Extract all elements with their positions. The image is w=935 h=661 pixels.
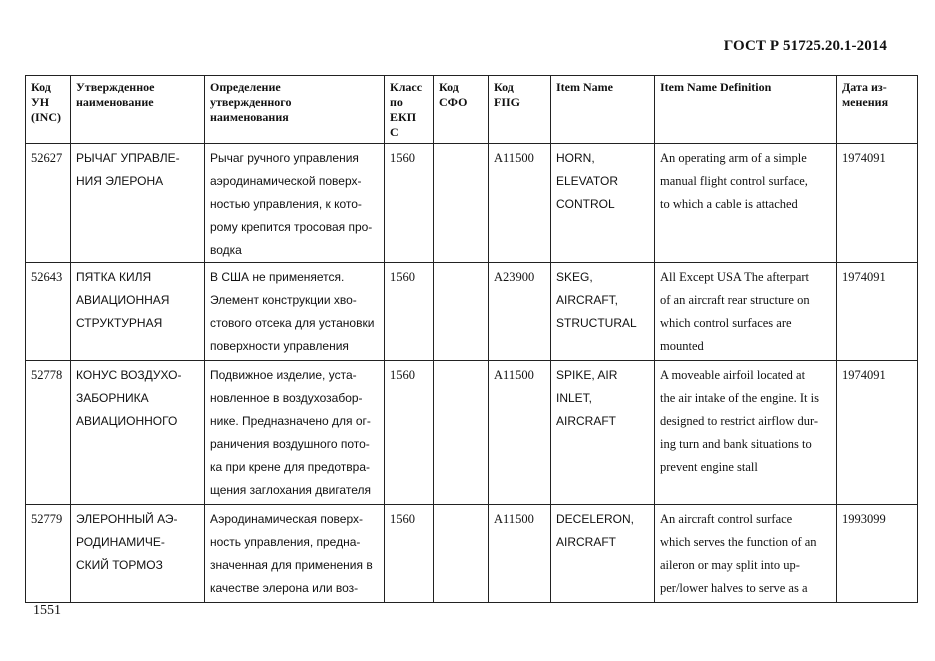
column-header-approved-name: Утвержденное наименование	[71, 76, 205, 144]
column-header-item-name: Item Name	[551, 76, 655, 144]
table-row	[26, 505, 918, 603]
cell-item-name-definition: All Except USA The afterpart of an aircraft rear structure on which control surfaces are mounted	[655, 263, 837, 361]
column-header-name-definition: Определение утвержденного наименования	[205, 76, 385, 144]
cell-sfo	[434, 505, 489, 603]
table-header-row	[26, 76, 918, 144]
cell-approved-name: КОНУС ВОЗДУХО- ЗАБОРНИКА АВИАЦИОННОГО	[71, 361, 205, 505]
cell-name-definition: Подвижное изделие, уста- новленное в воздухозабор- нике. Предназначено для ог- раничения воздушного пото- ка при крене для предотвра- щения заглохания двигателя	[205, 361, 385, 505]
page-number: 1551	[33, 603, 61, 618]
cell-inc: 52627	[26, 144, 71, 263]
cell-name-definition: В США не применяется. Элемент конструкции хво- стового отсека для установки поверхности управления	[205, 263, 385, 361]
item-names-table	[25, 75, 918, 603]
column-header-fiig: Код FIIG	[489, 76, 551, 144]
cell-class: 1560	[385, 144, 434, 263]
cell-sfo	[434, 263, 489, 361]
cell-inc: 52643	[26, 263, 71, 361]
document-standard-header: ГОСТ Р 51725.20.1-2014	[723, 38, 887, 54]
cell-approved-name: РЫЧАГ УПРАВЛЕ- НИЯ ЭЛЕРОНА	[71, 144, 205, 263]
cell-item-name: HORN, ELEVATOR CONTROL	[551, 144, 655, 263]
cell-item-name: SKEG, AIRCRAFT, STRUCTURAL	[551, 263, 655, 361]
cell-change-date: 1974091	[837, 361, 918, 505]
cell-approved-name: ПЯТКА КИЛЯ АВИАЦИОННАЯ СТРУКТУРНАЯ	[71, 263, 205, 361]
cell-fiig: A11500	[489, 505, 551, 603]
cell-item-name-definition: An operating arm of a simple manual flight control surface, to which a cable is attached	[655, 144, 837, 263]
cell-item-name-definition: A moveable airfoil located at the air intake of the engine. It is designed to restrict airflow dur- ing turn and bank situations to prevent engine stall	[655, 361, 837, 505]
cell-approved-name: ЭЛЕРОННЫЙ АЭ- РОДИНАМИЧЕ- СКИЙ ТОРМОЗ	[71, 505, 205, 603]
cell-inc: 52778	[26, 361, 71, 505]
cell-sfo	[434, 361, 489, 505]
table-row	[26, 144, 918, 263]
cell-item-name-definition: An aircraft control surface which serves the function of an aileron or may split into up- per/lower halves to serve as a	[655, 505, 837, 603]
cell-name-definition: Рычаг ручного управления аэродинамической поверх- ностью управления, к кото- рому крепится тросовая про- водка	[205, 144, 385, 263]
cell-name-definition: Аэродинамическая поверх- ность управления, предна- значенная для применения в качестве элерона или воз-	[205, 505, 385, 603]
cell-item-name: SPIKE, AIR INLET, AIRCRAFT	[551, 361, 655, 505]
table-row	[26, 361, 918, 505]
column-header-item-name-definition: Item Name Definition	[655, 76, 837, 144]
cell-change-date: 1974091	[837, 144, 918, 263]
cell-change-date: 1974091	[837, 263, 918, 361]
cell-fiig: A23900	[489, 263, 551, 361]
column-header-inc: Код УН (INC)	[26, 76, 71, 144]
cell-class: 1560	[385, 263, 434, 361]
column-header-change-date: Дата из- менения	[837, 76, 918, 144]
cell-fiig: A11500	[489, 144, 551, 263]
column-header-sfo: Код СФО	[434, 76, 489, 144]
cell-item-name: DECELERON, AIRCRAFT	[551, 505, 655, 603]
table-row	[26, 263, 918, 361]
column-header-class: Класс по ЕКП С	[385, 76, 434, 144]
cell-class: 1560	[385, 505, 434, 603]
cell-fiig: A11500	[489, 361, 551, 505]
cell-inc: 52779	[26, 505, 71, 603]
cell-sfo	[434, 144, 489, 263]
cell-change-date: 1993099	[837, 505, 918, 603]
cell-class: 1560	[385, 361, 434, 505]
